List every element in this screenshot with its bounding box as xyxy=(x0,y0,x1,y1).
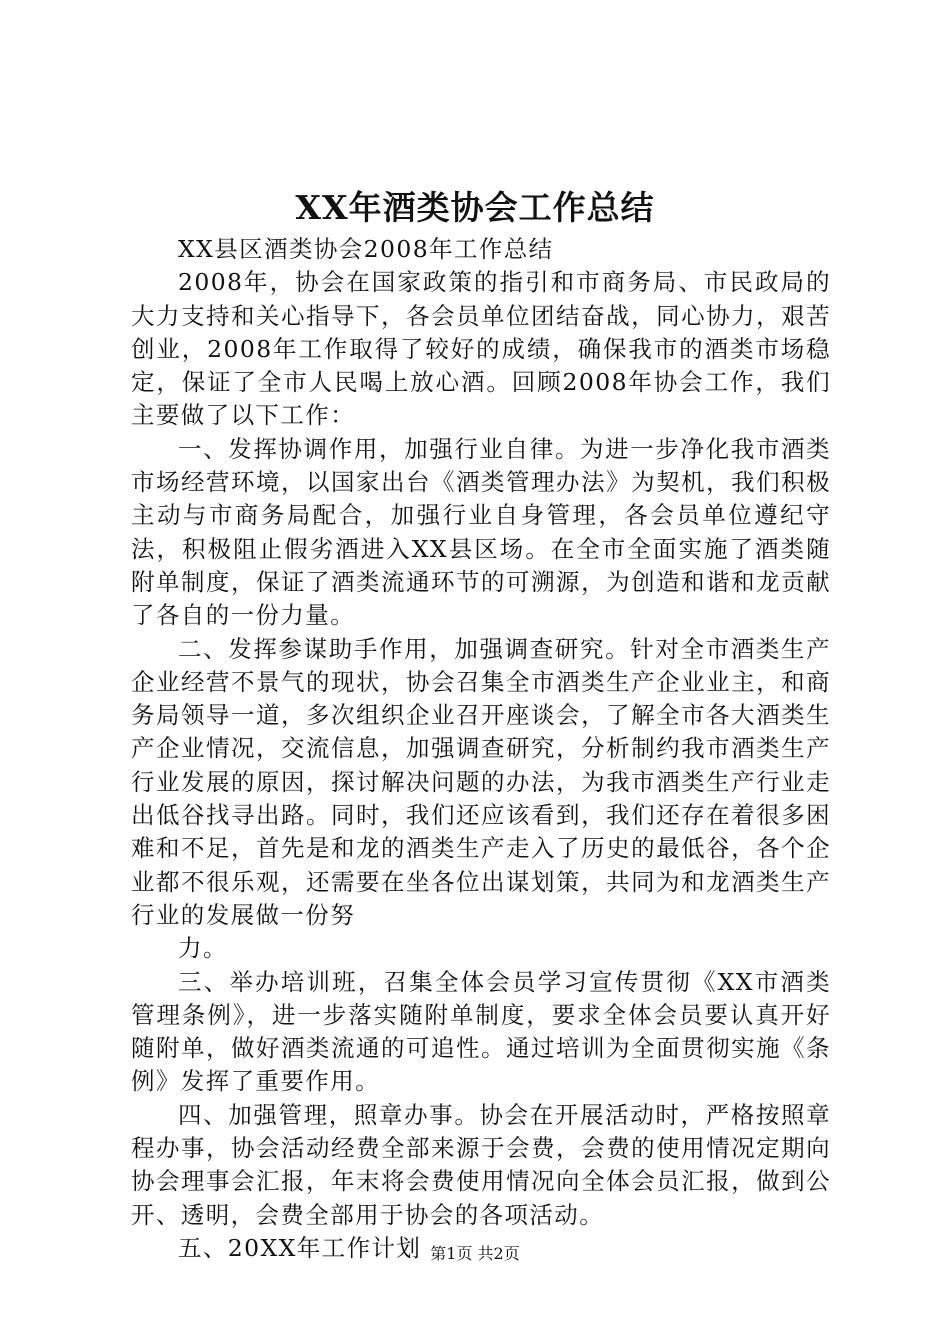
subtitle-paragraph: XX县区酒类协会2008年工作总结 xyxy=(178,235,554,263)
page-number-footer: 第1页 共2页 xyxy=(430,1244,520,1263)
section-five-heading: 五、20XX年工作计划 xyxy=(178,1233,422,1262)
intro-paragraph: 2008年，协会在国家政策的指引和市商务局、市民政局的大力支持和关心指导下，各会员单位团结奋战，同心协力，艰苦创业，2008年工作取得了较好的成绩，确保我市的酒类市场稳定，保证了全市人民喝上放心酒。回顾2008年协会工作，我们主要做了以下工作： xyxy=(131,268,831,430)
document-title: XX年酒类协会工作总结 xyxy=(295,188,655,227)
section-one-paragraph: 一、发挥协调作用，加强行业自律。为进一步净化我市酒类市场经营环境，以国家出台《酒类管理办法》为契机，我们积极主动与市商务局配合，加强行业自身管理，各会员单位遵纪守法，积极阻止假劣酒进入XX县区场。在全市全面实施了酒类随附单制度，保证了酒类流通环节的可溯源，为创造和谐和龙贡献了各自的一份力量。 xyxy=(131,434,831,630)
section-two-continuation: 力。 xyxy=(178,934,228,963)
section-three-paragraph: 三、举办培训班，召集全体会员学习宣传贯彻《XX市酒类管理条例》，进一步落实随附单制度，要求全体会员要认真开好随附单，做好酒类流通的可追性。通过培训为全面贯彻实施《条例》发挥了重要作用。 xyxy=(131,967,831,1096)
section-four-paragraph: 四、加强管理，照章办事。协会在开展活动时，严格按照章程办事，协会活动经费全部来源于会费，会费的使用情况定期向协会理事会汇报，年末将会费使用情况向全体会员汇报，做到公开、透明，会费全部用于协会的各项活动。 xyxy=(131,1100,831,1229)
document-body xyxy=(131,233,831,1265)
section-two-paragraph: 二、发挥参谋助手作用，加强调查研究。针对全市酒类生产企业经营不景气的现状，协会召集全市酒类生产企业业主，和商务局领导一道，多次组织企业召开座谈会，了解全市各大酒类生产企业情况，交流信息，加强调查研究，分析制约我市酒类生产行业发展的原因，探讨解决问题的办法，为我市酒类生产行业走出低谷找寻出路。同时，我们还应该看到，我们还存在着很多困难和不足，首先是和龙的酒类生产走入了历史的最低谷，各个企业都不很乐观，还需要在坐各位出谋划策，共同为和龙酒类生产行业的发展做一份努 xyxy=(131,634,831,929)
